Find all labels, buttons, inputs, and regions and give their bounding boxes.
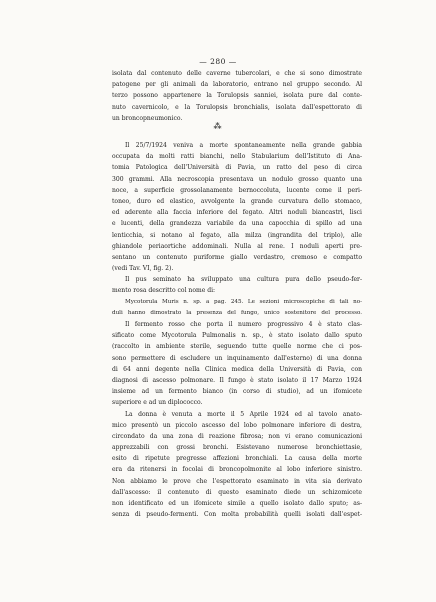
text-line: Il 25/7/1924 veniva a morte spontaneamente nella grande gabbia — [125, 142, 362, 149]
text-line: ed aderente alla faccia inferiore del fegato. Altri noduli biancastri, lisci — [112, 209, 362, 217]
text-line: apprezzabili con grossi bronchi. Esistevano numerose bronchiettasie, — [112, 444, 362, 452]
paragraph-case-reports — [112, 140, 362, 520]
text-line: dall'ascesso: il contenuto di questo esaminato diede un schizomicete — [112, 488, 362, 496]
text-line: toneo, duro ed elastico, avvolgente la grande curvatura dello stomaco, — [112, 197, 362, 205]
text-line: mico presentò un piccolo ascesso del lobo polmonare inferiore di destra, — [112, 421, 362, 429]
text-line: patogene per gli animali da laboratorio, entrano nel gruppo secondo. Al — [112, 81, 362, 89]
text-line: circondato da una zona di reazione fibrosa; non vi erano comunicazioni — [112, 432, 362, 440]
text-line: senza di pseudo-fermenti. Con molta probabilità quelli isolati dall'espet- — [112, 511, 362, 519]
text-line: Il fermento rosso che porta il numero progressivo 4 è stato clas- — [125, 321, 362, 328]
text-line: di 64 anni degente nella Clinica medica della Università di Pavia, con — [112, 365, 362, 373]
text-line: (raccolto in ambiente sterile, seguendo tutte quelle norme che ci pos- — [112, 343, 362, 351]
paragraph-torulopsis — [112, 68, 362, 124]
text-line: insieme ad un fermento bianco (in corso di studio), ad un ifomicete — [112, 388, 362, 396]
text-line: ghiandole periaortiche addominali. Nulla al rene. I noduli aperti pre- — [112, 242, 362, 250]
text-line: Non abbiamo le prove che l'espettorato esaminato in vita sia derivato — [112, 477, 362, 485]
text-line: diagnosi di ascesso polmonare. Il fungo è stato isolato il 17 Marzo 1924 — [112, 376, 362, 384]
text-line: mento rosa descritto col nome di: — [112, 287, 216, 295]
text-line: isolata dal contenuto delle caverne tubercolari, e che si sono dimostrate — [112, 70, 362, 77]
section-separator: ⁂ — [213, 122, 223, 131]
text-line: 300 grammi. Alla necroscopia presentava un nodulo grosso quanto una — [112, 175, 362, 183]
text-line: tomia Patologica dell'Università di Pavia, un ratto del peso di circa — [112, 164, 362, 172]
text-line: Il pus seminato ha sviluppato una cultura pura dello pseudo-fer- — [125, 276, 362, 284]
text-line: esito di ripetute pregresse affezioni bronchiali. La causa della morte — [112, 455, 362, 463]
text-line: superiore e ad un diplococco. — [112, 399, 203, 407]
text-line: e lucenti, della grandezza variabile da una capocchia di spillo ad una — [112, 220, 362, 228]
text-line: duli hanno dimostrato la presenza del fungo, unico sostenitore del processo. — [112, 309, 362, 316]
text-line: lenticchia, si notano al fegato, alla milza (ingrandita del triplo), alle — [112, 231, 362, 239]
text-line: La donna è venuta a morte il 5 Aprile 1924 ed al tavolo anato- — [125, 410, 362, 418]
text-line: nuto cavernicolo, e la Torulopsis bronchialis, isolata dall'espettorato di — [112, 103, 362, 111]
text-line: Mycotorula Muris n. sp. a pag. 245. Le sezioni microscopiche di tali no- — [125, 298, 362, 305]
text-line: sificato come Mycotorula Pulmonalis n. sp., è stato isolato dallo sputo — [112, 332, 362, 340]
text-line: sono permettere di escludere un inquinamento dall'esterno) di una donna — [112, 354, 362, 362]
page-number: — 280 — — [199, 57, 237, 66]
text-line: (vedi Tav. VI, fig. 2). — [112, 265, 174, 273]
text-line: terzo possono appartenere la Torulopsis sanniei, isolata pure dal conte- — [112, 92, 362, 100]
text-line: un broncopneumonico. — [112, 114, 183, 122]
text-line: occupata da molti ratti bianchi, nello Stabularium dell'Istituto di Ana- — [112, 153, 362, 161]
text-line: era da ritenersi in focolai di broncopolmonite al lobo inferiore sinistro. — [112, 466, 362, 474]
text-line: non identificato ed un ifomicete simile a quello isolato dallo sputo; as- — [112, 500, 362, 507]
text-line: noce, a superficie grossolanamente bernoccoluta, lucente come il peri- — [112, 186, 362, 194]
text-line: sentano un contenuto puriforme giallo verdastro, cremoso e compatto — [112, 253, 362, 261]
